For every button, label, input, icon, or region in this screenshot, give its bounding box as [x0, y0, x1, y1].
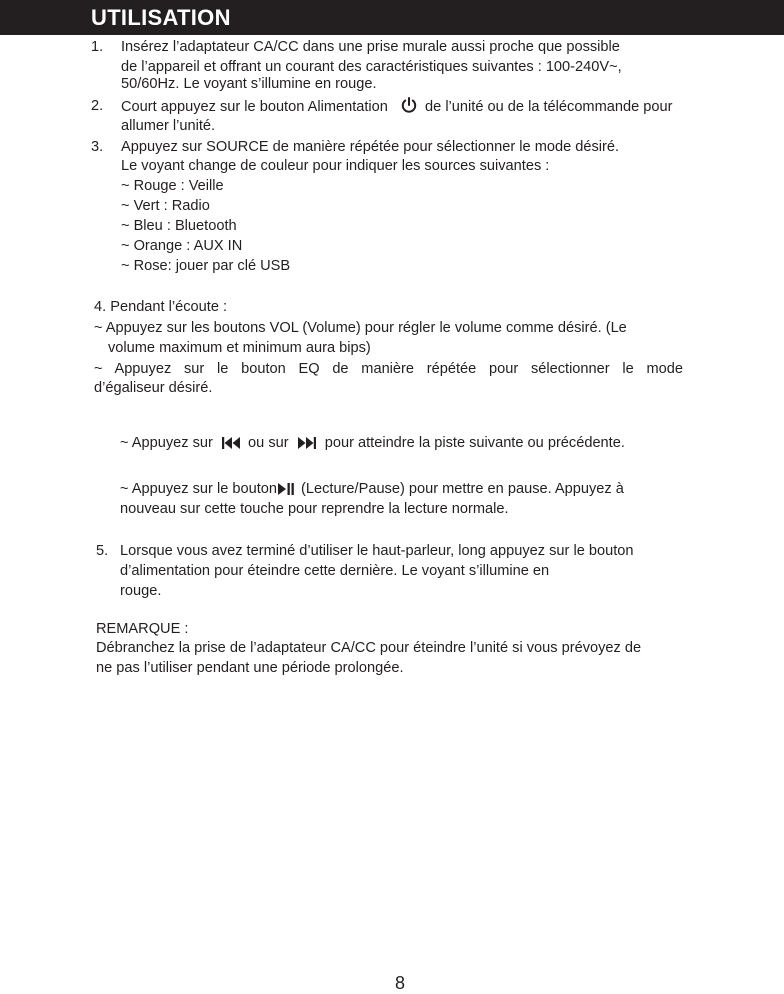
page-number: 8	[394, 973, 405, 993]
skip-text-middle: ou sur	[248, 435, 289, 451]
step-1-line-2: de l’appareil et offrant un courant des caractéristiques suivantes : 100-240V~,	[121, 59, 622, 75]
step-2-line-2: allumer l’unité.	[121, 118, 216, 134]
source-item-green: ~ Vert : Radio	[121, 198, 210, 214]
step-5-number: 5.	[96, 543, 109, 559]
step-5-line-3: rouge.	[120, 583, 162, 599]
step-3-number: 3.	[91, 139, 104, 155]
power-icon	[400, 96, 418, 120]
skip-track-line	[120, 433, 625, 456]
step-5-line-2: d’alimentation pour éteindre cette dernière. Le voyant s’illumine en	[120, 563, 550, 579]
step-4-heading: 4. Pendant l’écoute :	[94, 299, 228, 315]
source-item-blue: ~ Bleu : Bluetooth	[121, 218, 237, 234]
skip-text-after: pour atteindre la piste suivante ou précédente.	[324, 435, 625, 451]
eq-line-2: d’égaliseur désiré.	[94, 380, 213, 396]
note-title: REMARQUE :	[96, 621, 189, 637]
eq-line-1: ~ Appuyez sur le bouton EQ de manière répétée pour sélectionner le mode	[94, 361, 683, 377]
pause-text-before: ~ Appuyez sur le bouton	[120, 481, 277, 497]
previous-track-icon	[221, 436, 241, 456]
step-1-number: 1.	[91, 39, 104, 55]
source-item-orange: ~ Orange : AUX IN	[121, 238, 243, 254]
section-title: UTILISATION	[91, 5, 231, 30]
step-5-line-1: Lorsque vous avez terminé d’utiliser le haut-parleur, long appuyez sur le bouton	[120, 543, 634, 559]
volume-line-2: volume maximum et minimum aura bips)	[108, 340, 371, 356]
skip-text-before: ~ Appuyez sur	[120, 435, 213, 451]
source-item-pink: ~ Rose: jouer par clé USB	[121, 258, 291, 274]
step-2-number: 2.	[91, 98, 104, 114]
step-1-line-1: Insérez l’adaptateur CA/CC dans une prise murale aussi proche que possible	[121, 39, 620, 55]
volume-line-1: ~ Appuyez sur les boutons VOL (Volume) pour régler le volume comme désiré. (Le	[94, 320, 627, 336]
next-track-icon	[297, 436, 317, 456]
step-3-line-2: Le voyant change de couleur pour indiquer les sources suivantes :	[121, 158, 550, 174]
step-2-text-after-icon: de l’unité ou de la télécommande pour	[425, 99, 673, 115]
source-item-red: ~ Rouge : Veille	[121, 178, 224, 194]
pause-line-2: nouveau sur cette touche pour reprendre la lecture normale.	[120, 501, 509, 517]
step-1-line-3: 50/60Hz. Le voyant s’illumine en rouge.	[121, 76, 377, 92]
step-2-text-before-icon: Court appuyez sur le bouton Alimentation	[121, 99, 388, 115]
note-line-1: Débranchez la prise de l’adaptateur CA/CC pour éteindre l’unité si vous prévoyez de	[96, 640, 642, 656]
step-3-line-1: Appuyez sur SOURCE de manière répétée pour sélectionner le mode désiré.	[121, 139, 620, 155]
note-line-2: ne pas l’utiliser pendant une période prolongée.	[96, 660, 404, 676]
pause-text-after: (Lecture/Pause) pour mettre en pause. Appuyez à	[301, 481, 624, 497]
